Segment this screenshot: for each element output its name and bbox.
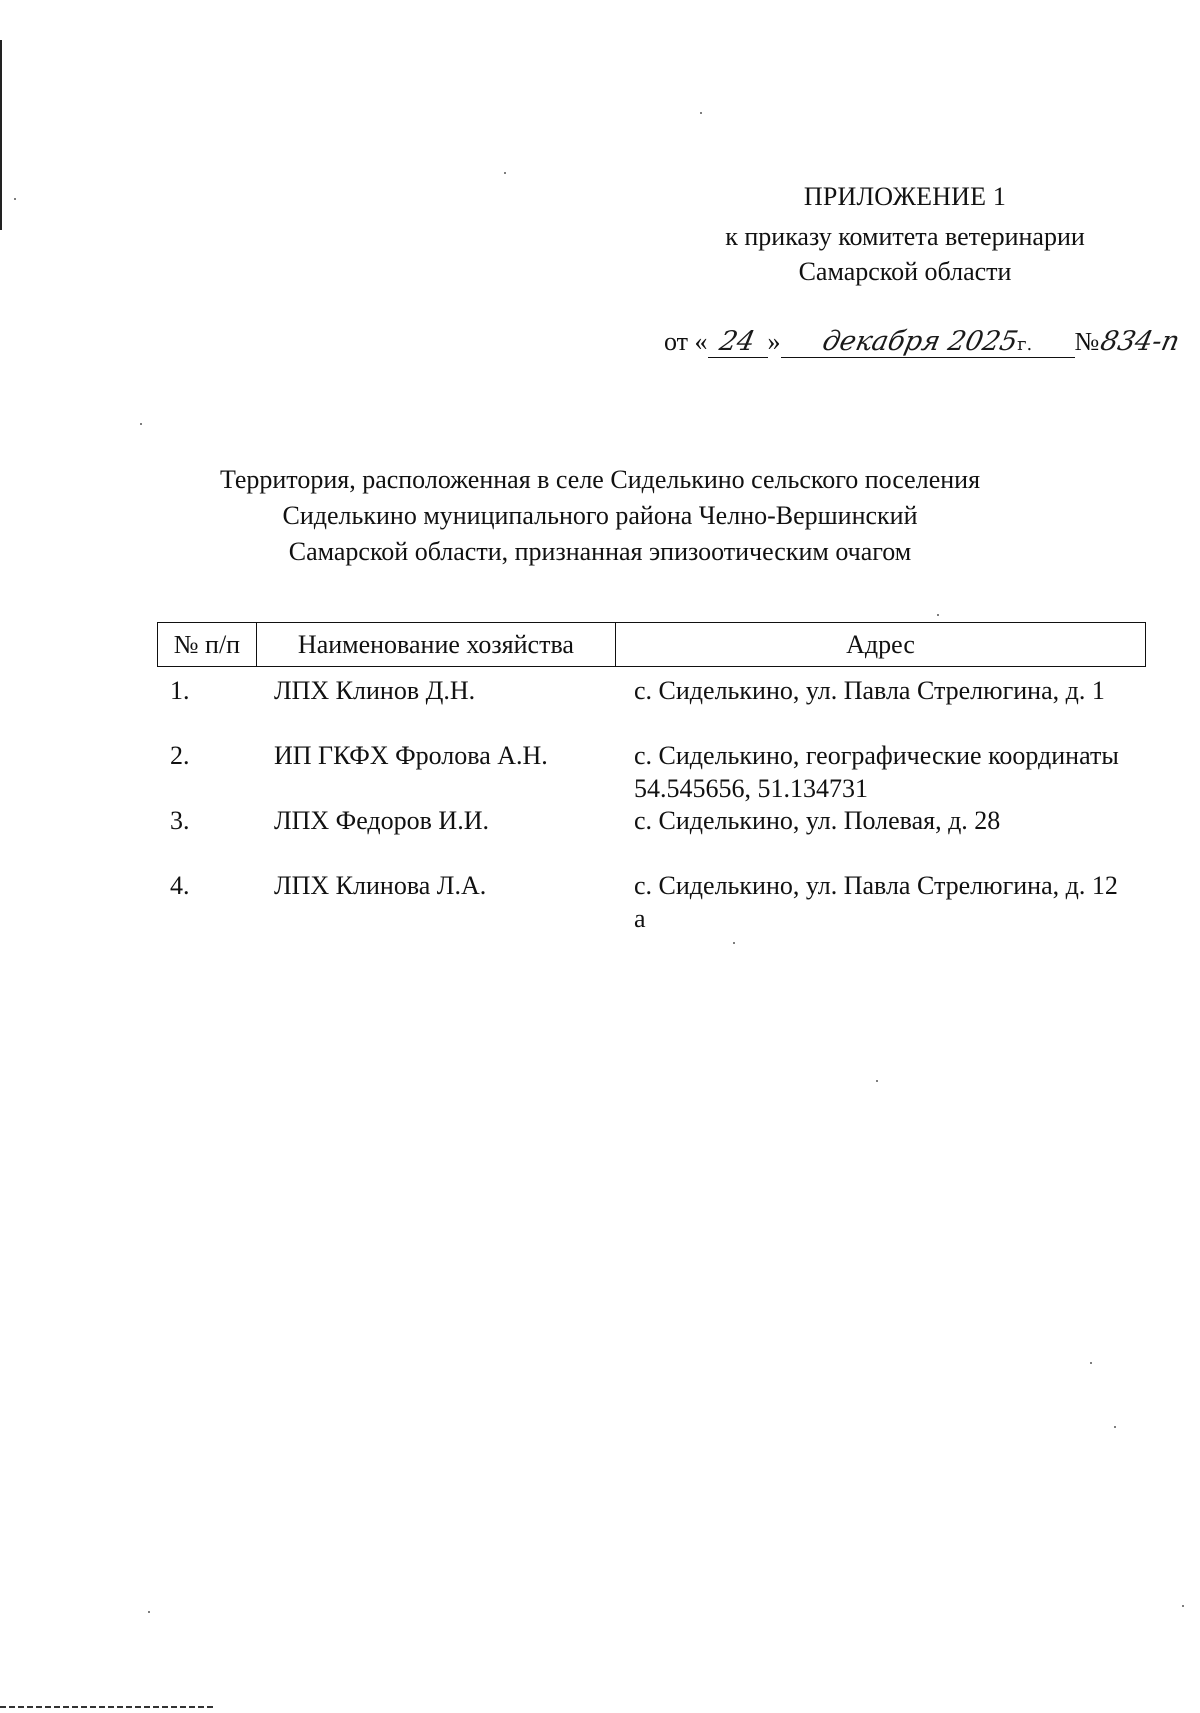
- heading-line: Самарской области, признанная эпизоотическим очагом: [288, 537, 912, 566]
- table-row: [157, 674, 1146, 707]
- scan-speck: [140, 423, 142, 425]
- appendix-order-reference: к приказу комитета ветеринарии: [725, 222, 1085, 251]
- row-number: 2.: [170, 741, 190, 770]
- row-address: с. Сиделькино, ул. Павла Стрелюгина, д. 12 а: [634, 871, 1118, 933]
- farms-table: [157, 622, 1146, 933]
- row-farm-name: ЛПХ Федоров И.И.: [274, 806, 489, 835]
- scan-bottom-mark: [0, 1706, 215, 1708]
- row-farm-name: ИП ГКФХ Фролова А.Н.: [274, 741, 548, 770]
- table-row: [157, 739, 1146, 805]
- scan-speck: [1182, 1605, 1184, 1607]
- document-heading: [150, 462, 1050, 570]
- scan-speck: [14, 198, 16, 200]
- scan-speck: [937, 614, 939, 616]
- date-prefix: от «: [664, 327, 708, 356]
- scan-speck: [504, 172, 506, 174]
- row-address: с. Сиделькино, ул. Полевая, д. 28: [634, 806, 1001, 835]
- heading-line: Территория, расположенная в селе Сиделькино сельского поселения: [219, 465, 981, 494]
- date-month-year-handwritten: декабря 2025: [819, 326, 1021, 357]
- row-number: 1.: [170, 676, 190, 705]
- scan-speck: [1114, 1426, 1116, 1428]
- number-sign: №: [1074, 327, 1100, 356]
- order-number-handwritten: 834-п: [1098, 326, 1183, 357]
- row-number: 3.: [170, 806, 190, 835]
- table-row: [157, 804, 1146, 837]
- scan-speck: [733, 942, 735, 944]
- scan-edge-mark: [0, 40, 2, 230]
- date-quote-close: »: [767, 327, 781, 356]
- column-header-address: Адрес: [846, 629, 915, 659]
- appendix-title: ПРИЛОЖЕНИЕ 1: [803, 182, 1007, 211]
- scan-speck: [700, 112, 702, 114]
- table-row: [157, 869, 1146, 935]
- date-year-suffix: г.: [1017, 334, 1033, 355]
- row-number: 4.: [170, 871, 190, 900]
- row-farm-name: ЛПХ Клинова Л.А.: [274, 871, 487, 900]
- scan-speck: [876, 1080, 878, 1082]
- heading-line: Сиделькино муниципального района Челно-Вершинский: [282, 501, 918, 530]
- order-number-field: [1099, 326, 1193, 357]
- table-header-row: [157, 622, 1146, 667]
- row-address: с. Сиделькино, ул. Павла Стрелюгина, д. 1: [634, 676, 1105, 705]
- row-farm-name: ЛПХ Клинов Д.Н.: [274, 676, 476, 705]
- date-month-year-field: [781, 326, 1075, 358]
- column-header-number: № п/п: [158, 623, 257, 666]
- scan-speck: [1090, 1362, 1092, 1364]
- date-day-field: [708, 326, 768, 358]
- date-day-handwritten: 24: [717, 326, 758, 357]
- scan-speck: [148, 1611, 150, 1613]
- column-header-farm-name: Наименование хозяйства: [257, 623, 616, 666]
- order-date-number: [664, 326, 1193, 366]
- row-address: с. Сиделькино, географические координаты 54.545656, 51.134731: [634, 741, 1119, 803]
- appendix-region: Самарской области: [798, 257, 1012, 286]
